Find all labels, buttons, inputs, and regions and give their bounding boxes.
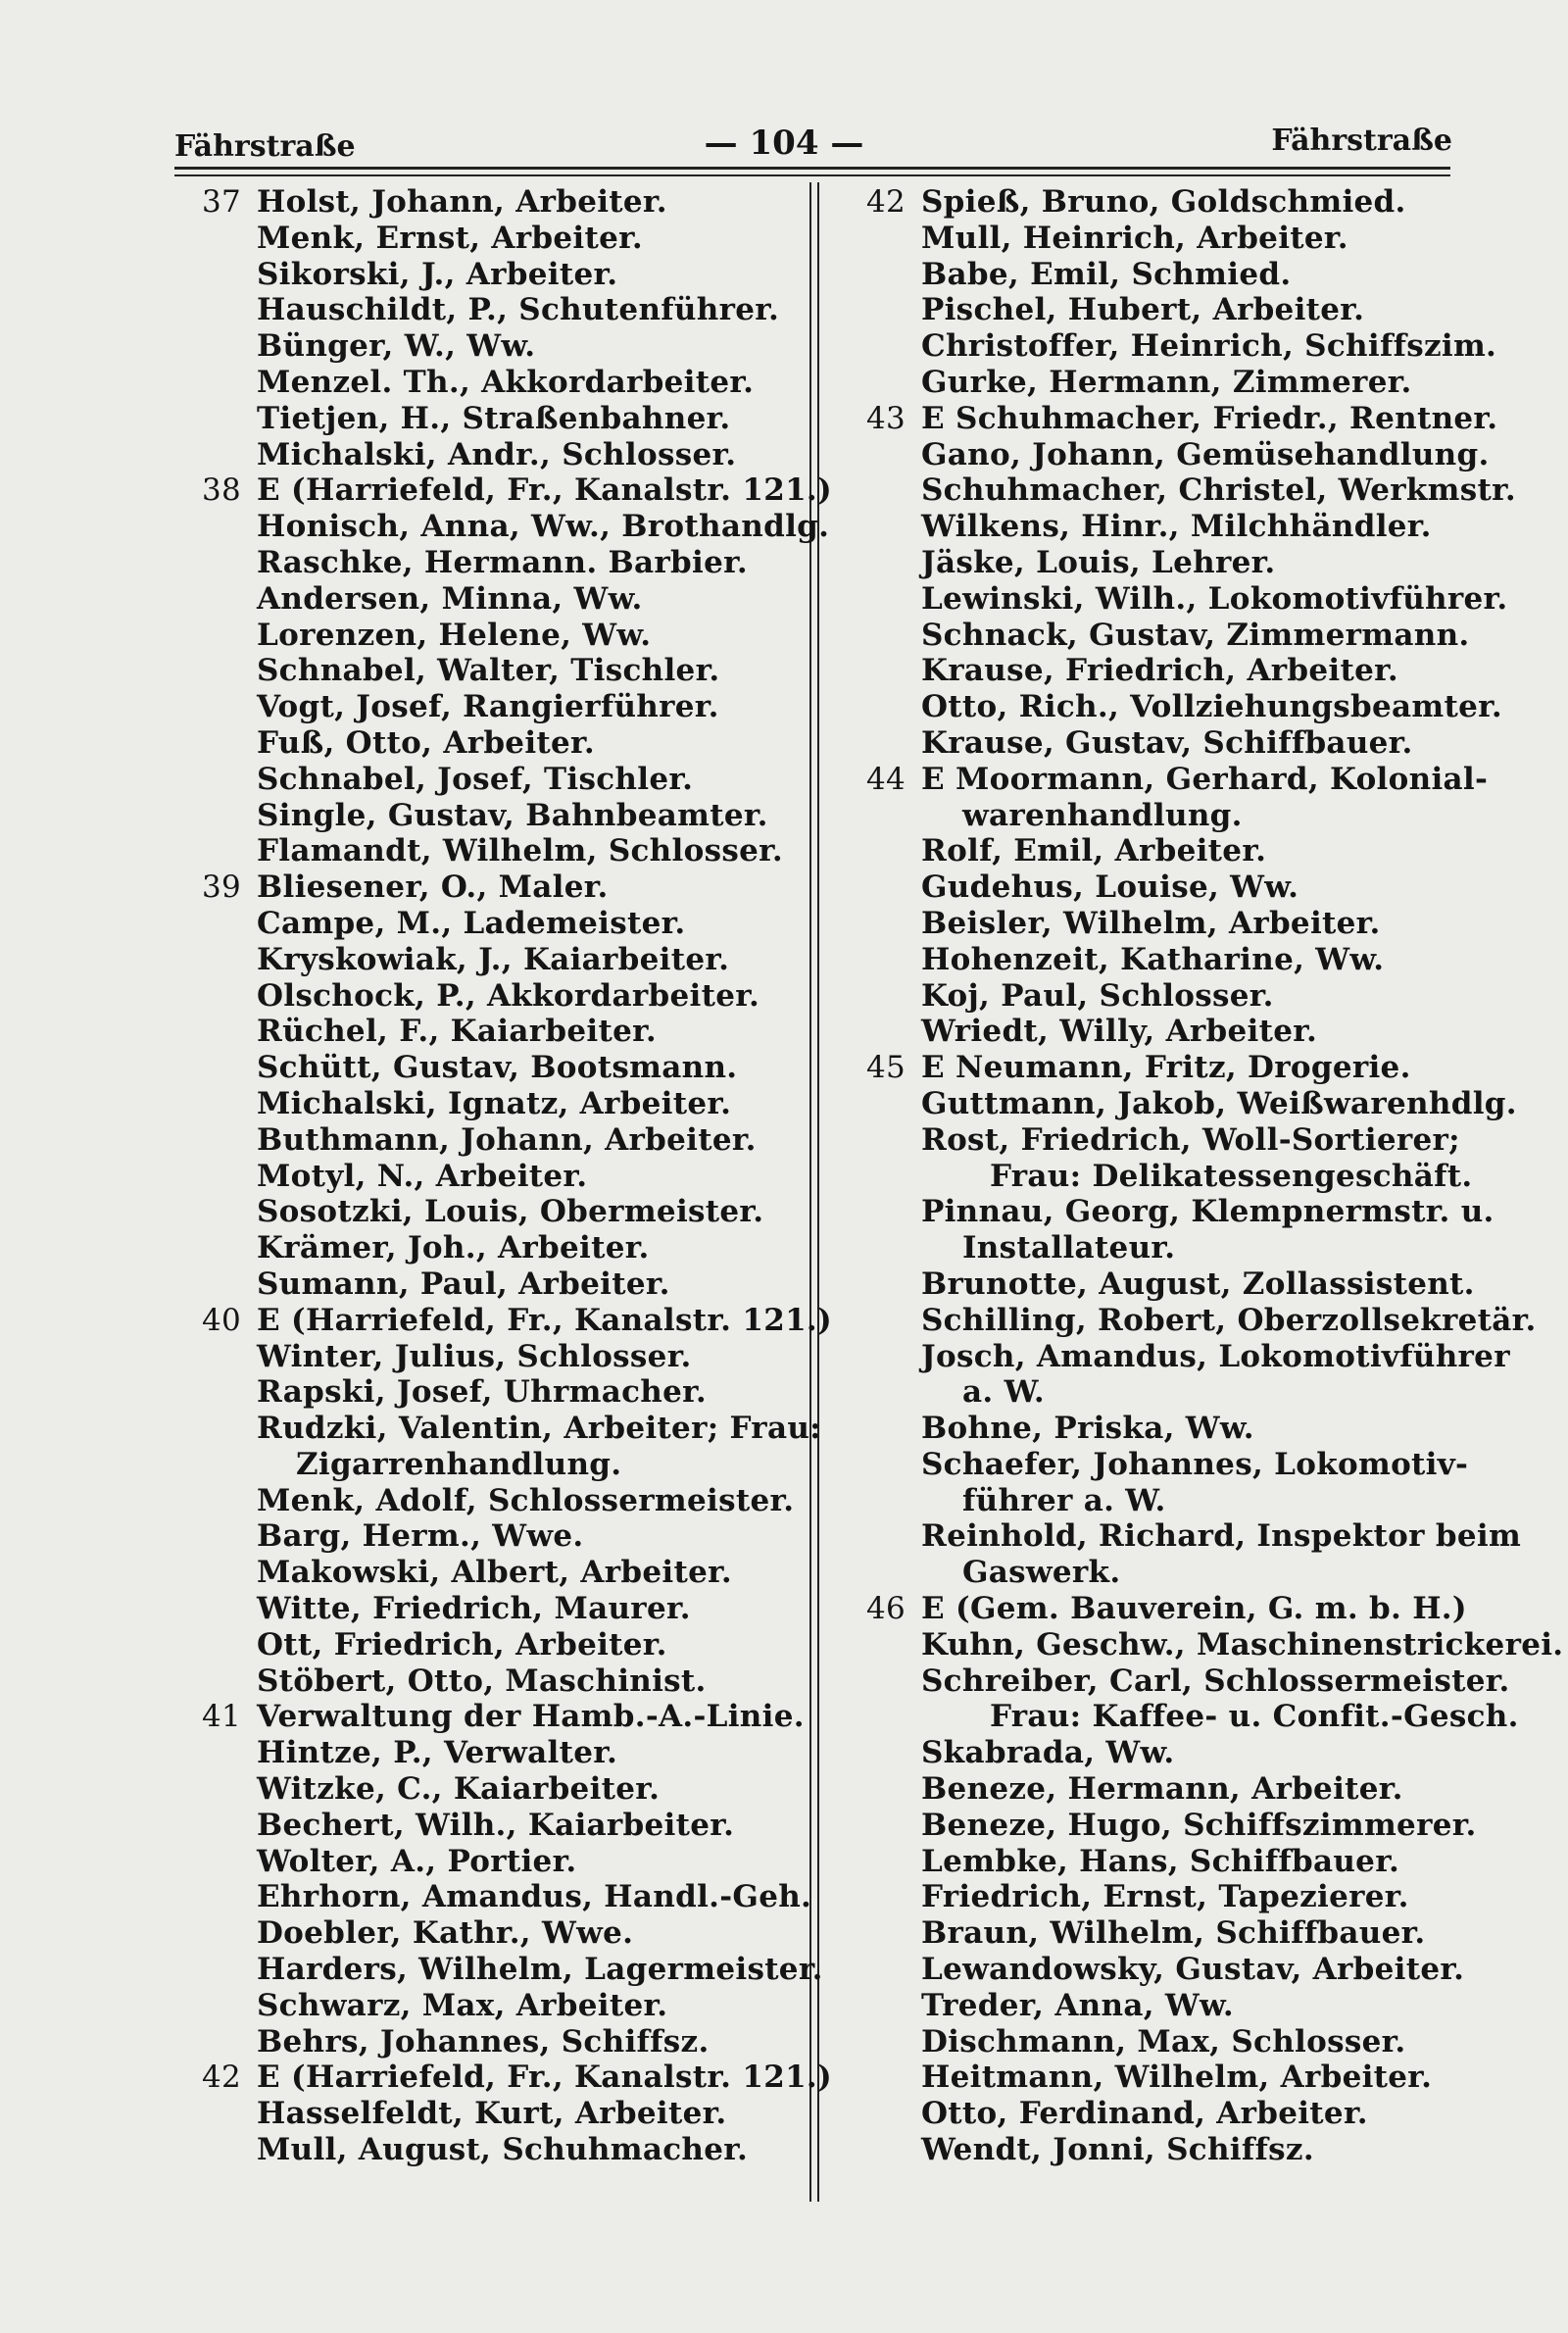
entry-text: Witte, Friedrich, Maurer. [257,1591,691,1627]
entry-text: führer a. W. [962,1482,1166,1518]
entry-text: Motyl, N., Arbeiter. [257,1158,588,1194]
entry-text: Josch, Amandus, Lokomotivführer [921,1338,1510,1374]
directory-entry [853,1518,1522,1555]
entry-text: Tietjen, H., Straßenbahner. [257,400,731,436]
directory-entry [853,1988,1490,2024]
directory-entry [186,725,813,762]
directory-entry [186,1230,813,1266]
entry-text: Guttmann, Jakob, Weißwarenhdlg. [921,1085,1517,1121]
directory-entry [853,942,1490,978]
directory-entry [186,437,813,473]
entry-text: Pinnau, Georg, Klempnermstr. u. [921,1194,1494,1230]
house-number: 45 [865,1050,906,1086]
entry-text: E Neumann, Fritz, Drogerie. [921,1050,1411,1086]
directory-entry [853,437,1490,473]
directory-entry [186,1374,813,1411]
entry-text: Gano, Johann, Gemüsehandlung. [921,436,1490,472]
directory-entry [853,978,1490,1015]
directory-entry [186,1699,813,1735]
entry-text: Gaswerk. [962,1555,1121,1591]
directory-entry [186,257,813,293]
house-number: 43 [865,400,906,436]
entry-text: Schnack, Gustav, Zimmermann. [921,617,1470,653]
directory-entry [186,1627,813,1663]
directory-entry [186,509,830,545]
entry-text: Reinhold, Richard, Inspektor beim [921,1518,1522,1555]
directory-entry [186,1194,813,1230]
directory-entry [853,1915,1490,1952]
entry-text: Sikorski, J., Arbeiter. [257,256,618,292]
directory-entry [853,1014,1490,1050]
directory-entry [853,906,1490,942]
directory-entry [853,2132,1490,2168]
entry-text: Hasselfeldt, Kurt, Arbeiter. [257,2096,727,2132]
directory-entry [853,1411,1490,1447]
entry-text: Frau: Kaffee- u. Confit.-Gesch. [990,1699,1519,1735]
entry-text: E (Harriefeld, Fr., Kanalstr. 121.) [257,472,832,509]
entry-text: Holst, Johann, Arbeiter. [257,184,667,220]
entry-text: Rolf, Emil, Arbeiter. [921,833,1267,869]
entry-text: Braun, Wilhelm, Schiffbauer. [921,1915,1426,1952]
directory-entry [186,1663,813,1700]
directory-entry [853,1194,1494,1230]
directory-entry [186,184,813,221]
entry-text: Olschock, P., Akkordarbeiter. [257,977,760,1014]
entry-text: Ehrhorn, Amandus, Handl.-Geh. [257,1879,812,1915]
directory-entry [186,1447,813,1483]
directory-entry [186,2132,813,2168]
entry-text: Gurke, Hermann, Zimmerer. [921,364,1412,400]
entry-text: Otto, Ferdinand, Arbeiter. [921,2096,1368,2132]
directory-entry [853,221,1490,257]
entry-text: Schuhmacher, Christel, Werkmstr. [921,472,1517,509]
directory-entry [186,833,813,869]
entry-text: Lorenzen, Helene, Ww. [257,617,652,653]
directory-entry [853,1844,1490,1880]
header-rule-top [174,167,1450,170]
directory-entry [853,1663,1510,1700]
entry-text: Flamandt, Wilhelm, Schlosser. [257,833,783,869]
entry-text: Schnabel, Walter, Tischler. [257,653,720,689]
entry-text: Menzel. Th., Akkordarbeiter. [257,364,755,400]
entry-text: a. W. [962,1374,1045,1411]
entry-text: Schilling, Robert, Oberzollsekretär. [921,1302,1537,1338]
directory-entry [186,401,813,437]
directory-entry [186,942,813,978]
house-number: 37 [201,184,241,220]
directory-entry [853,1447,1490,1483]
entry-text: Rapski, Josef, Uhrmacher. [257,1374,707,1411]
directory-entry [853,1699,1519,1735]
entry-text: Bünger, W., Ww. [257,328,536,365]
directory-entry [186,1086,813,1122]
directory-entry [853,1338,1510,1375]
house-number: 38 [201,472,241,509]
entry-text: Spieß, Bruno, Goldschmied. [921,184,1406,220]
house-number: 39 [201,869,241,906]
directory-entry [853,1735,1490,1771]
directory-entry [853,1302,1537,1339]
directory-entry [853,472,1517,509]
entry-text: Makowski, Albert, Arbeiter. [257,1555,732,1591]
entry-text: E (Gem. Bauverein, G. m. b. H.) [921,1591,1467,1627]
directory-entry [853,762,1490,798]
directory-entry [853,1483,1490,1519]
entry-text: Sumann, Paul, Arbeiter. [257,1266,670,1302]
directory-entry [853,328,1497,365]
entry-text: Beisler, Wilhelm, Arbeiter. [921,905,1381,941]
directory-entry [853,869,1490,906]
house-number: 44 [865,761,906,797]
entry-text: Wendt, Jonni, Schiffsz. [921,2132,1314,2168]
directory-entry [853,1591,1490,1627]
directory-entry [186,762,813,798]
directory-entry [186,1339,813,1375]
entry-text: Michalski, Ignatz, Arbeiter. [257,1085,732,1121]
header-rule-bottom [174,174,1450,176]
directory-entry [186,618,813,654]
entry-text: Stöbert, Otto, Maschinist. [257,1663,707,1699]
entry-text: Hohenzeit, Katharine, Ww. [921,941,1385,977]
entry-text: Witzke, C., Kaiarbeiter. [257,1771,661,1808]
directory-entry [186,1122,813,1159]
entry-text: Doebler, Kathr., Wwe. [257,1915,634,1952]
entry-text: Pischel, Hubert, Arbeiter. [921,292,1365,328]
entry-text: Installateur. [962,1230,1176,1266]
directory-entry [186,2024,813,2060]
directory-entry [186,1735,813,1771]
left-column [186,184,832,2168]
directory-entry [186,1159,813,1195]
directory-entry [853,509,1490,545]
house-number: 42 [201,2060,241,2096]
house-number: 42 [865,184,906,220]
directory-entry [186,1808,813,1844]
directory-entry [186,1266,813,1303]
entry-text: Ott, Friedrich, Arbeiter. [257,1626,667,1663]
directory-entry [853,1374,1490,1411]
directory-entry [186,2060,832,2096]
house-number: 46 [865,1591,906,1627]
entry-text: Bechert, Wilh., Kaiarbeiter. [257,1807,735,1843]
entry-text: Raschke, Hermann. Barbier. [257,544,748,580]
directory-entry [186,328,813,365]
directory-entry [853,580,1508,618]
directory-entry [186,653,813,689]
entry-text: Brunotte, August, Zollassistent. [921,1266,1475,1302]
entry-text: Dischmann, Max, Schlosser. [921,2023,1406,2060]
page-number: — 104 — [704,124,864,163]
directory-entry [186,1014,813,1050]
entry-text: Friedrich, Ernst, Tapezierer. [921,1879,1409,1915]
entry-text: Babe, Emil, Schmied. [921,256,1292,292]
entry-text: Zigarrenhandlung. [296,1446,622,1482]
entry-text: Mull, August, Schuhmacher. [257,2132,749,2168]
directory-entry [853,292,1490,328]
entry-text: Krause, Friedrich, Arbeiter. [921,653,1399,689]
entry-text: E Schuhmacher, Friedr., Rentner. [921,400,1498,436]
entry-text: Behrs, Johannes, Schiffsz. [257,2023,710,2060]
directory-entry [186,221,813,257]
entry-text: Bohne, Priska, Ww. [921,1411,1254,1447]
entry-text: Treder, Anna, Ww. [921,1987,1235,2023]
entry-text: Wolter, A., Portier. [257,1843,577,1879]
entry-text: Skabrada, Ww. [921,1735,1175,1771]
entry-text: Heitmann, Wilhelm, Arbeiter. [921,2060,1433,2096]
entry-text: Hintze, P., Verwalter. [257,1735,618,1771]
directory-entry [186,1952,823,1988]
directory-entry [853,184,1490,221]
entry-text: Rost, Friedrich, Woll-Sortierer; [921,1121,1460,1158]
directory-entry [853,725,1490,762]
entry-text: Schaefer, Johannes, Lokomotiv- [921,1446,1469,1482]
directory-entry [186,1411,821,1447]
entry-text: Otto, Rich., Vollziehungsbeamter. [921,689,1503,725]
entry-text: Buthmann, Johann, Arbeiter. [257,1121,757,1158]
directory-entry [853,1122,1490,1159]
entry-text: Hauschildt, P., Schutenführer. [257,292,780,328]
entry-text: Fuß, Otto, Arbeiter. [257,724,595,761]
directory-entry [853,1230,1490,1266]
directory-entry [853,1952,1490,1988]
directory-entry [853,545,1490,581]
entry-text: Verwaltung der Hamb.-A.-Linie. [257,1699,805,1735]
directory-entry [853,653,1490,689]
entry-text: Wilkens, Hinr., Milchhändler. [921,509,1432,545]
directory-entry [853,1085,1517,1122]
house-number: 41 [201,1699,241,1735]
entry-text: Kryskowiak, J., Kaiarbeiter. [257,941,730,977]
entry-text: Campe, M., Lademeister. [257,905,686,941]
directory-entry [186,978,813,1015]
entry-text: Schütt, Gustav, Bootsmann. [257,1050,738,1086]
entry-text: Andersen, Minna, Ww. [257,580,643,617]
directory-entry [853,689,1503,725]
directory-entry [186,1879,813,1915]
entry-text: Michalski, Andr., Schlosser. [257,436,737,472]
entry-text: Schreiber, Carl, Schlossermeister. [921,1663,1510,1699]
right-column [853,184,1564,2168]
directory-entry [186,545,813,581]
directory-entry [853,1626,1564,1663]
directory-entry [853,2096,1490,2132]
entry-text: warenhandlung. [962,797,1243,833]
entry-text: Beneze, Hermann, Arbeiter. [921,1771,1403,1808]
directory-entry [186,1050,813,1086]
entry-text: E (Harriefeld, Fr., Kanalstr. 121.) [257,2060,832,2096]
page-header [0,124,1568,173]
entry-text: Gudehus, Louise, Ww. [921,869,1299,906]
directory-entry [186,365,813,401]
entry-text: Wriedt, Willy, Arbeiter. [921,1014,1318,1050]
directory-entry [853,1266,1490,1303]
entry-text: Kuhn, Geschw., Maschinenstrickerei. [921,1626,1564,1663]
entry-text: Single, Gustav, Bahnbeamter. [257,797,768,833]
directory-entry [186,1988,813,2024]
entry-text: Barg, Herm., Wwe. [257,1518,584,1555]
house-number: 40 [201,1302,241,1338]
directory-entry [186,1302,832,1339]
directory-entry [186,1771,813,1808]
directory-entry [186,292,813,328]
directory-entry [853,400,1498,437]
directory-entry [853,1159,1490,1195]
entry-text: Winter, Julius, Schlosser. [257,1338,692,1374]
entry-text: Schnabel, Josef, Tischler. [257,761,694,797]
entry-text: Menk, Ernst, Arbeiter. [257,220,643,256]
directory-entry [853,365,1490,401]
directory-entry [186,1555,813,1591]
entry-text: Frau: Delikatessengeschäft. [990,1158,1473,1194]
entry-text: Menk, Adolf, Schlossermeister. [257,1482,795,1518]
entry-text: Honisch, Anna, Ww., Brothandlg. [257,509,830,545]
directory-entry [853,833,1490,869]
entry-text: Sosotzki, Louis, Obermeister. [257,1194,764,1230]
directory-entry [186,689,813,725]
entry-text: Harders, Wilhelm, Lagermeister. [257,1952,823,1988]
entry-text: Bliesener, O., Maler. [257,869,609,906]
entry-text: Vogt, Josef, Rangierführer. [257,689,719,725]
entry-text: Rudzki, Valentin, Arbeiter; Frau: [257,1411,821,1447]
directory-entry [853,798,1490,834]
entry-text: E (Harriefeld, Fr., Kanalstr. 121.) [257,1302,832,1338]
directory-entry [853,1555,1490,1591]
directory-entry [186,1483,813,1519]
entry-text: Rüchel, F., Kaiarbeiter. [257,1014,657,1050]
entry-text: E Moormann, Gerhard, Kolonial- [921,761,1489,797]
entry-text: Lewinski, Wilh., Lokomotivführer. [921,580,1508,617]
directory-entry [186,906,813,942]
entry-text: Schwarz, Max, Arbeiter. [257,1987,668,2023]
directory-entry [186,1591,813,1627]
directory-entry [853,2024,1490,2060]
entry-text: Koj, Paul, Schlosser. [921,977,1274,1014]
directory-entry [853,618,1490,654]
entry-text: Lewandowsky, Gustav, Arbeiter. [921,1952,1465,1988]
directory-entry [853,257,1490,293]
directory-entry [186,869,813,906]
entry-text: Jäske, Louis, Lehrer. [921,544,1276,580]
directory-entry [853,1050,1490,1086]
directory-entry [186,798,813,834]
directory-entry [853,1808,1490,1844]
directory-entry [186,581,813,618]
directory-entry [186,1518,813,1555]
entry-text: Krause, Gustav, Schiffbauer. [921,724,1413,761]
directory-entry [853,2060,1490,2096]
header-street-left: Fährstraße [174,129,356,164]
entry-text: Krämer, Joh., Arbeiter. [257,1230,650,1266]
directory-entry [186,1915,813,1952]
entry-text: Beneze, Hugo, Schiffszimmerer. [921,1807,1477,1843]
entry-text: Christoffer, Heinrich, Schiffszim. [921,328,1497,365]
entry-text: Mull, Heinrich, Arbeiter. [921,220,1348,256]
directory-entry [186,2096,813,2132]
entry-text: Lembke, Hans, Schiffbauer. [921,1843,1400,1879]
header-street-right: Fährstraße [1271,124,1452,158]
directory-entry [186,1844,813,1880]
directory-entry [853,1771,1490,1808]
directory-entry [186,472,832,509]
directory-entry [853,1879,1490,1915]
